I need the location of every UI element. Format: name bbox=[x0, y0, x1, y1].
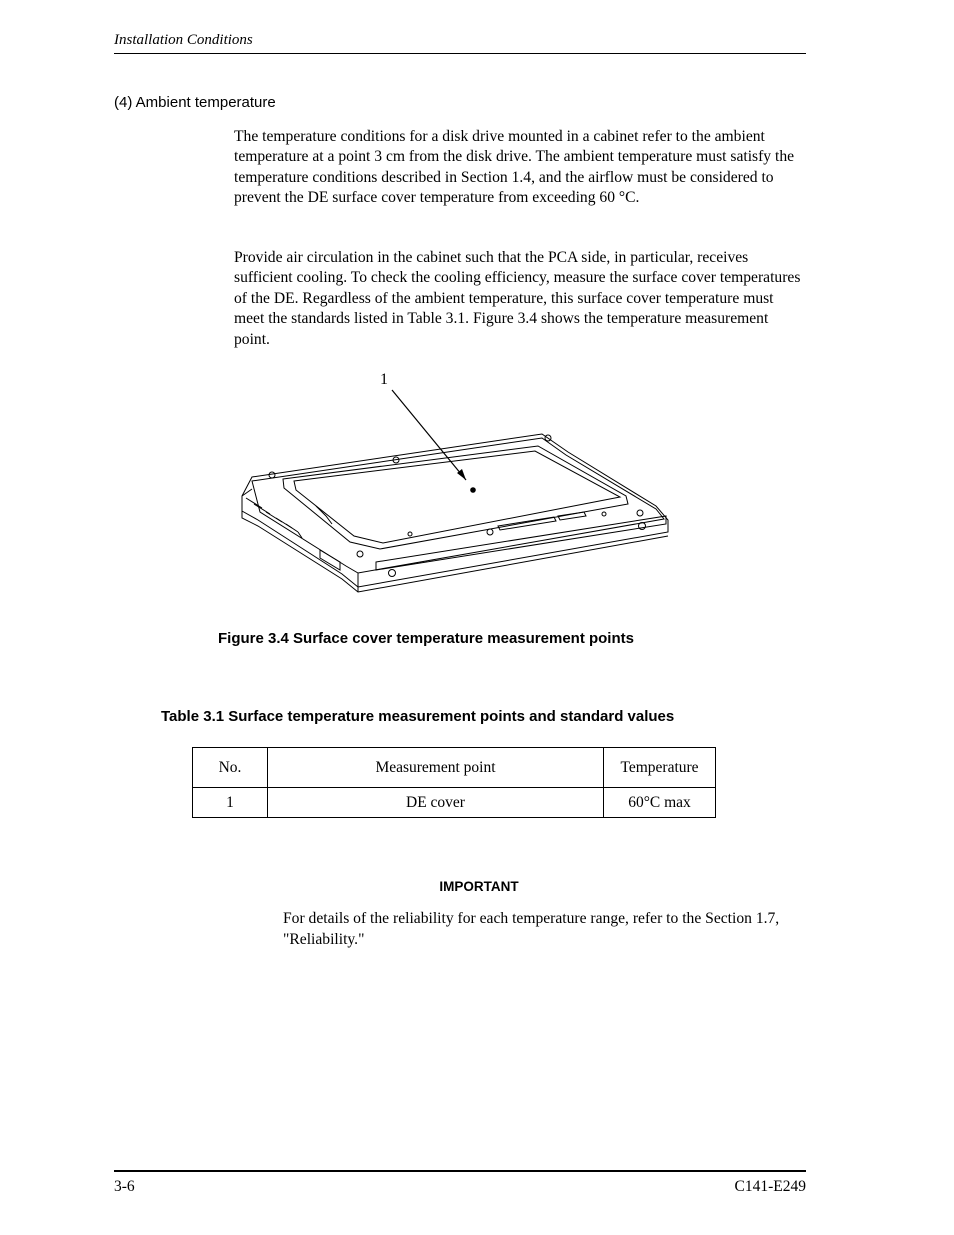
footer-rule bbox=[114, 1170, 806, 1172]
cell-measurement-point: DE cover bbox=[268, 788, 604, 818]
header-cell-no: No. bbox=[193, 748, 268, 788]
important-note: For details of the reliability for each temperature range, refer to the Section 1.7, "Reliability." bbox=[283, 910, 780, 948]
drive-top-rim bbox=[252, 438, 664, 573]
document-id: C141-E249 bbox=[734, 1178, 806, 1195]
cell-temperature: 60°C max bbox=[604, 788, 716, 818]
figure-caption: Figure 3.4 Surface cover temperature measurement points bbox=[218, 630, 634, 647]
header-cell-temperature: Temperature bbox=[604, 748, 716, 788]
header-cell-measurement-point: Measurement point bbox=[268, 748, 604, 788]
table-caption: Table 3.1 Surface temperature measurement points and standard values bbox=[161, 708, 675, 725]
temperature-table bbox=[192, 747, 716, 818]
cell-no: 1 bbox=[193, 788, 268, 818]
callout-leader-line bbox=[392, 390, 466, 480]
table-header-row bbox=[193, 748, 716, 788]
disk-drive-drawing bbox=[242, 434, 668, 592]
disk-drive-figure bbox=[236, 366, 676, 596]
paragraph-air-circulation: Provide air circulation in the cabinet such that the PCA side, in particular, receives sufficient cooling. To check the cooling efficiency, measure the surface cover temperatures of the DE. Regardless of the ambient temperature, this surface cover temperature must meet the standards listed in Table 3.1. Figure 3.4 shows the temperature measurement point. bbox=[234, 249, 801, 348]
paragraph-ambient-conditions: The temperature conditions for a disk drive mounted in a cabinet refer to the ambient temperature at a point 3 cm from the disk drive. The ambient temperature must satisfy the temperature conditions described in Section 1.4, and the airflow must be considered to prevent the DE surface cover temperature from exceeding 60 °C. bbox=[234, 128, 795, 207]
important-label: IMPORTANT bbox=[439, 879, 519, 894]
section-heading: (4) Ambient temperature bbox=[114, 94, 276, 111]
header-rule bbox=[114, 53, 806, 54]
header-title: Installation Conditions bbox=[114, 32, 253, 48]
page-number: 3-6 bbox=[114, 1178, 135, 1195]
table-row bbox=[193, 788, 716, 818]
callout-label: 1 bbox=[380, 371, 388, 388]
measurement-point-marker bbox=[470, 487, 476, 493]
